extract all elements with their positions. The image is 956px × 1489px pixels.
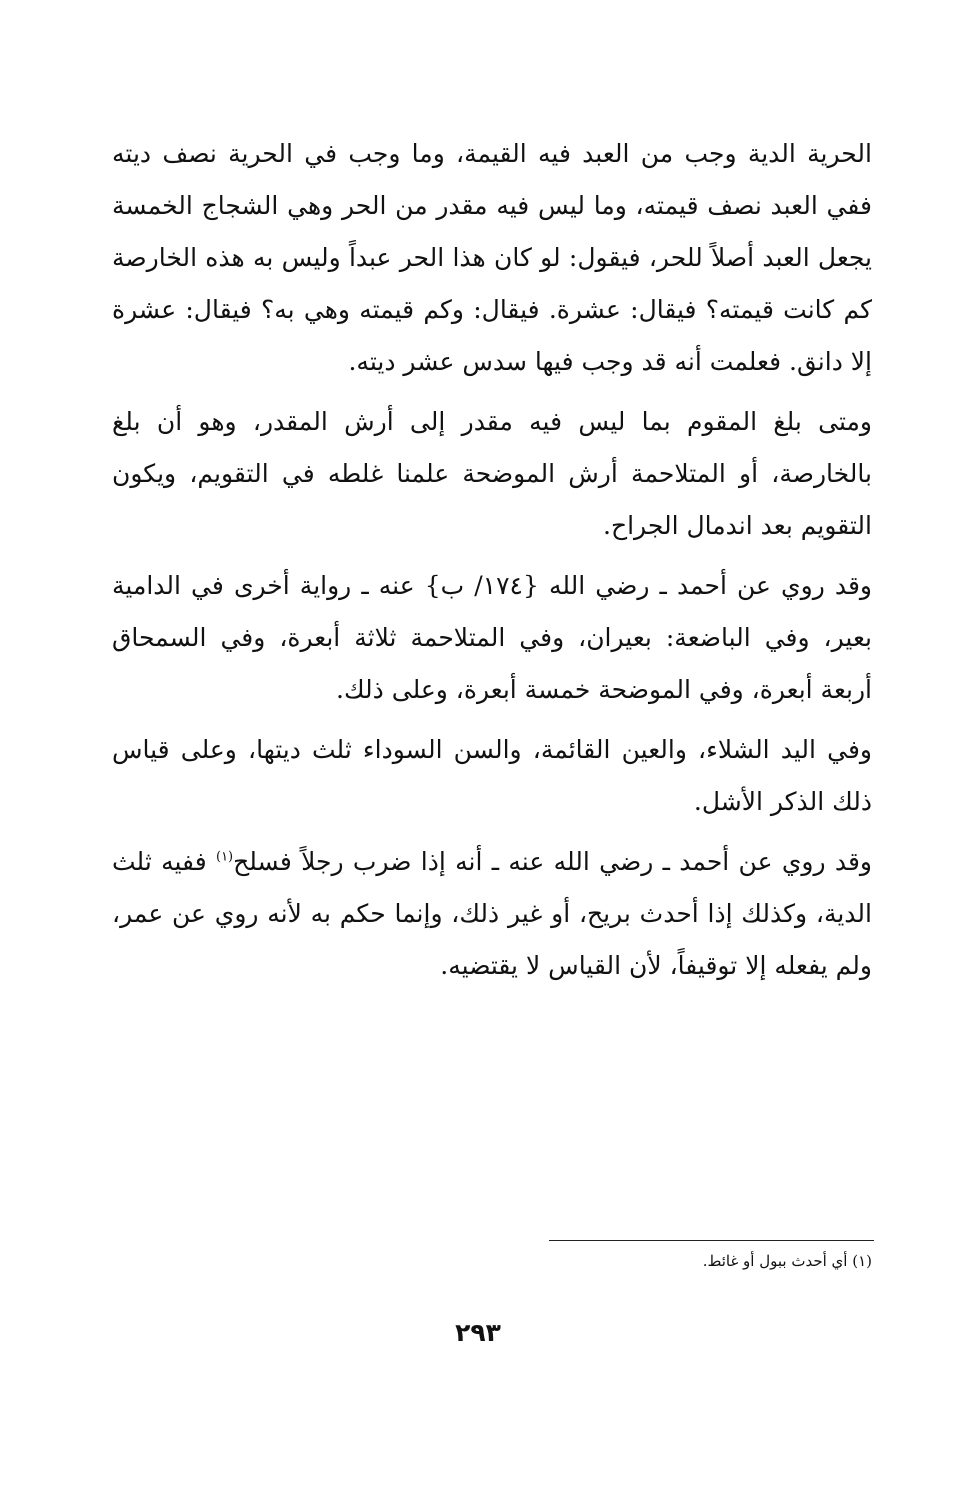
paragraph-5-before-note: وقد روي عن أحمد ـ رضي الله عنه ـ أنه إذا ضرب رجلاً فسلح	[233, 847, 872, 876]
paragraph-4: وفي اليد الشلاء، والعين القائمة، والسن السوداء ثلث ديتها، وعلى قياس ذلك الذكر الأشل.	[112, 735, 872, 816]
footnote-divider	[549, 1240, 874, 1241]
footnote-reference[interactable]: (١)	[215, 849, 234, 865]
page-number: ٢٩٣	[455, 1318, 501, 1347]
footnote-text: (١) أي أحدث ببول أو غائط.	[702, 1252, 872, 1270]
paragraph-1: الحرية الدية وجب من العبد فيه القيمة، وما وجب في الحرية نصف ديته ففي العبد نصف قيمته، وما ليس فيه مقدر من الحر وهي الشجاج الخمسة يجعل العبد أصلاً للحر، فيقول: لو كان هذا الحر عبداً وليس به هذه الخارصة كم كانت قيمته؟ فيقال: عشرة. فيقال: وكم قيمته وهي به؟ فيقال: عشرة إلا دانق. فعلمت أنه قد وجب فيها سدس عشر ديته.	[112, 139, 872, 376]
paragraph-3: وقد روي عن أحمد ـ رضي الله {١٧٤/ ب} عنه ـ رواية أخرى في الدامية بعير، وفي الباضعة: بعيران، وفي المتلاحمة ثلاثة أبعرة، وفي السمحاق أربعة أبعرة، وفي الموضحة خمسة أبعرة، وعلى ذلك.	[112, 571, 872, 704]
paragraph-2: ومتى بلغ المقوم بما ليس فيه مقدر إلى أرش المقدر، وهو أن بلغ بالخارصة، أو المتلاحمة أرش الموضحة علمنا غلطه في التقويم، ويكون التقويم بعد اندمال الجراح.	[112, 407, 872, 540]
main-text-block	[112, 128, 872, 1000]
paragraph-5-after-note: ففيه ثلث الدية، وكذلك إذا أحدث بريح، أو غير ذلك، وإنما حكم به لأنه روي عن عمر، ولم يفعله إلا توقيفاً، لأن القياس لا يقتضيه.	[112, 847, 872, 980]
paragraph-5	[112, 836, 872, 992]
